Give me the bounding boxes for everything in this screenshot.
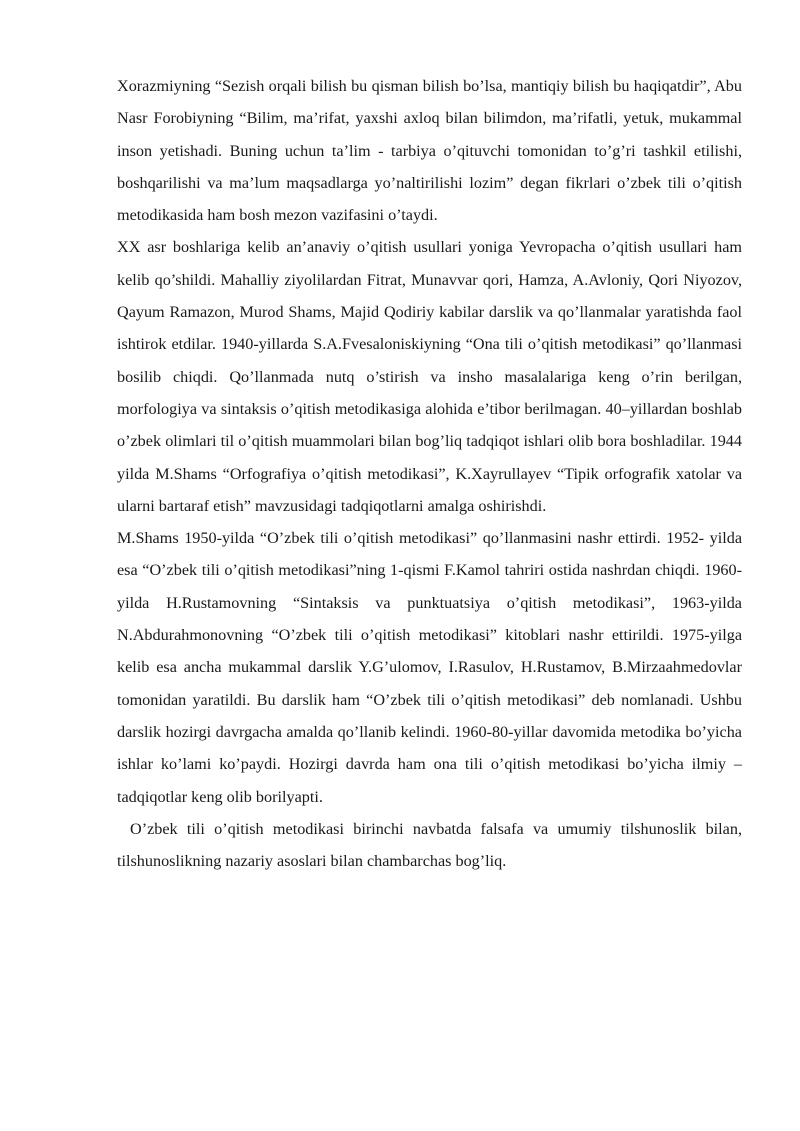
paragraph-1: Xorazmiyning “Sezish orqali bilish bu qisman bilish bo’lsa, mantiqiy bilish bu haqiqatdir”, Abu Nasr Forobiyning “Bilim, ma’rifat, yaxshi axloq bilan bilimdon, ma’rifatli, yetuk, mukammal inson yetishadi. Buning uchun ta’lim - tarbiya o’qituvchi tomonidan to’g’ri tashkil etilishi, boshqarilishi va ma’lum maqsadlarga yo’naltirilishi lozim” degan fikrlari o’zbek tili o’qitish metodikasida ham bosh mezon vazifasini o’taydi. [117, 77, 742, 225]
paragraph-2: XX asr boshlariga kelib an’anaviy o’qitish usullari yoniga Yevropacha o’qitish usullari ham kelib qo’shildi. Mahalliy ziyolilardan Fitrat, Munavvar qori, Hamza, A.Avloniy, Qori Niyozov, Qayum Ramazon, Murod Shams, Majid Qodiriy kabilar darslik va qo’llanmalar yaratishda faol ishtirok etdilar. 1940-yillarda S.A.Fvesaloniskiyning “Ona tili o’qitish metodikasi” qo’llanmasi bosilib chiqdi. Qo’llanmada nutq o’stirish va insho masalalariga keng o’rin berilgan, morfologiya va sintaksis o’qitish metodikasiga alohida e’tibor berilmagan. 40–yillardan boshlab o’zbek olimlari til o’qitish muammolari bilan bog’liq tadqiqot ishlari olib bora boshladilar. 1944 yilda M.Shams “Orfografiya o’qitish metodikasi”, K.Xayrullayev “Tipik orfografik xatolar va ularni bartaraf etish” mavzusidagi tadqiqotlarni amalga oshirishdi. [117, 238, 742, 515]
paragraph-3: M.Shams 1950-yilda “O’zbek tili o’qitish metodikasi” qo’llanmasini nashr ettirdi. 1952- yilda esa “O’zbek tili o’qitish metodikasi”ning 1-qismi F.Kamol tahriri ostida nashrdan chiqdi. 1960-yilda H.Rustamovning “Sintaksis va punktuatsiya o’qitish metodikasi”, 1963-yilda N.Abdurahmonovning “O’zbek tili o’qitish metodikasi” kitoblari nashr ettirildi. 1975-yilga kelib esa ancha mukammal darslik Y.G’ulomov, I.Rasulov, H.Rustamov, B.Mirzaahmedovlar tomonidan yaratildi. Bu darslik ham “O’zbek tili o’qitish metodikasi” deb nomlanadi. Ushbu darslik hozirgi davrgacha amalda qo’llanib kelindi. 1960-80-yillar davomida metodika bo’yicha ishlar ko’lami ko’paydi. Hozirgi davrda ham ona tili o’qitish metodikasi bo’yicha ilmiy – tadqiqotlar keng olib borilyapti. [117, 529, 742, 806]
document-page [117, 70, 742, 877]
paragraph-4: O’zbek tili o’qitish metodikasi birinchi navbatda falsafa va umumiy tilshunoslik bilan, tilshunoslikning nazariy asoslari bilan chambarchas bog’liq. [117, 819, 742, 871]
